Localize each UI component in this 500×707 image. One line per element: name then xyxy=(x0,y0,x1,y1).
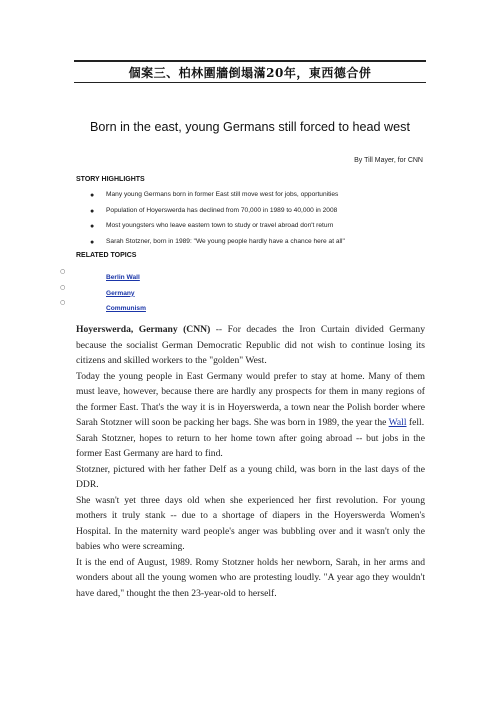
bullet-icon: ● xyxy=(90,238,95,246)
bullet-icon: ● xyxy=(90,192,95,199)
paragraph-3: Sarah Stotzner, hopes to return to her home town after going abroad -- but jobs in the former East Germany are hard to find. xyxy=(76,432,425,459)
byline: By Till Mayer, for CNN xyxy=(354,157,423,164)
related-topic-item xyxy=(60,282,146,298)
highlight-item: ● Many young Germans born in former East still move west for jobs, opportunities xyxy=(90,191,339,199)
highlight-item: ● Sarah Stotzner, born in 1989: "We young people hardly have a chance here at all" xyxy=(90,237,345,246)
circle-bullet-icon: ○ xyxy=(60,299,66,306)
story-highlights-list xyxy=(90,191,345,253)
topic-link-germany[interactable]: Germany xyxy=(106,289,135,297)
topic-link-berlin-wall[interactable]: Berlin Wall xyxy=(106,274,140,281)
related-topic-item xyxy=(60,297,146,313)
case-title-banner xyxy=(74,60,426,83)
case-title: 個案三、柏林圍牆倒塌滿20年，東西德合併 xyxy=(128,65,372,80)
bullet-icon: ● xyxy=(90,223,95,230)
related-topic-item xyxy=(60,266,146,282)
article-headline: Born in the east, young Germans still forced to head west xyxy=(90,120,410,134)
circle-bullet-icon: ○ xyxy=(60,268,66,275)
paragraph-2: Today the young people in East Germany would prefer to stay at home. Many of them must leave, however, because there are hardly any prospects for them in many regions of the former East. That's the way it is in Hoyerswerda, a town near the Polish border where Sarah Stotzner will soon be packing her bags. She was born in 1989, the year the Wall fell. xyxy=(76,370,425,428)
wall-link[interactable]: Wall xyxy=(388,417,407,428)
paragraph-4: Stotzner, pictured with her father Delf as a young child, was born in the last days of the DDR. xyxy=(76,463,425,490)
paragraph-6: It is the end of August, 1989. Romy Stotzner holds her newborn, Sarah, in her arms and wonders about all the young women who are protesting loudly. "A year ago they wouldn't have dared," thought the then 23-year-old to herself. xyxy=(76,556,425,599)
related-topics-list xyxy=(60,266,146,313)
bullet-icon: ● xyxy=(90,207,95,215)
dateline: Hoyerswerda, Germany (CNN) xyxy=(76,324,211,335)
paragraph-1: Hoyerswerda, Germany (CNN) -- For decades the Iron Curtain divided Germany because the socialist German Democratic Republic did not wish to continue losing its citizens and skilled workers to the "golden" West. xyxy=(76,324,425,366)
highlight-item: ● Population of Hoyerswerda has declined from 70,000 in 1989 to 40,000 in 2008 xyxy=(90,206,338,215)
paragraph-5: She wasn't yet three days old when she experienced her first revolution. For young mothers it truly stank -- due to a shortage of diapers in the Hoyerswerda Women's Hospital. In the maternity ward people's anger was bubbling over and it wasn't only the babies who were screaming. xyxy=(76,494,425,552)
highlight-item: ● Most youngsters who leave eastern town to study or travel abroad don't return xyxy=(90,222,334,230)
related-topics-heading: RELATED TOPICS xyxy=(76,252,137,259)
topic-link-communism[interactable]: Communism xyxy=(106,305,146,312)
story-highlights-heading: STORY HIGHLIGHTS xyxy=(76,176,145,183)
article-body xyxy=(76,322,425,601)
circle-bullet-icon: ○ xyxy=(60,283,66,291)
